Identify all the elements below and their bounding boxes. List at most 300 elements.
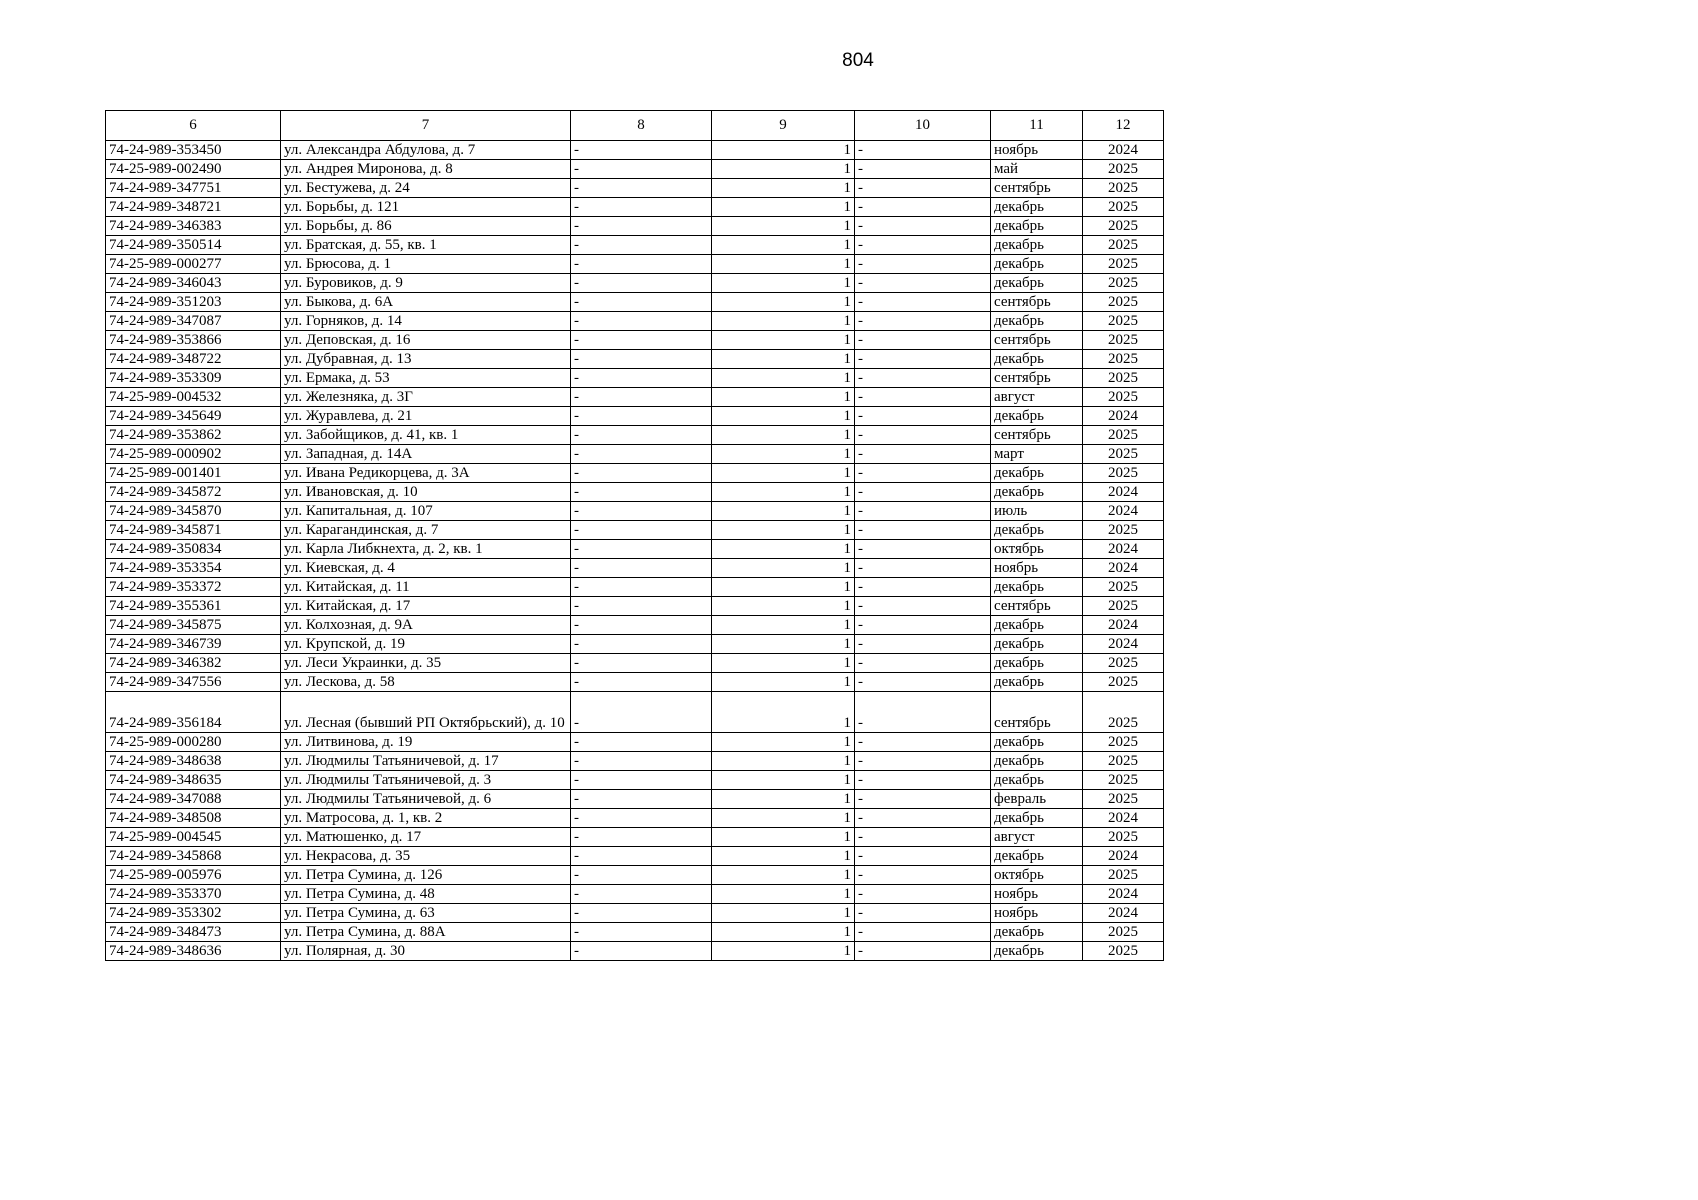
month-cell: сентябрь — [991, 426, 1083, 445]
column-10-cell: - — [855, 578, 991, 597]
address-cell: ул. Колхозная, д. 9А — [281, 616, 571, 635]
table-row — [106, 597, 1164, 616]
cadastral-number-cell: 74-24-989-345868 — [106, 847, 281, 866]
address-cell: ул. Ивановская, д. 10 — [281, 483, 571, 502]
month-cell: декабрь — [991, 483, 1083, 502]
column-8-cell: - — [571, 445, 712, 464]
table-row — [106, 885, 1164, 904]
table-row — [106, 312, 1164, 331]
address-cell: ул. Матюшенко, д. 17 — [281, 828, 571, 847]
column-10-cell: - — [855, 312, 991, 331]
address-cell: ул. Быкова, д. 6А — [281, 293, 571, 312]
year-cell: 2025 — [1083, 388, 1164, 407]
year-cell: 2024 — [1083, 559, 1164, 578]
column-10-cell: - — [855, 293, 991, 312]
year-cell: 2025 — [1083, 312, 1164, 331]
column-10-cell: - — [855, 733, 991, 752]
table-row — [106, 502, 1164, 521]
table-row — [106, 790, 1164, 809]
column-10-cell: - — [855, 828, 991, 847]
column-9-cell: 1 — [712, 331, 855, 350]
page-number: 804 — [842, 50, 874, 71]
column-10-cell: - — [855, 790, 991, 809]
table-row — [106, 141, 1164, 160]
column-9-cell: 1 — [712, 885, 855, 904]
column-header: 6 — [106, 111, 281, 141]
cadastral-number-cell: 74-24-989-348635 — [106, 771, 281, 790]
column-8-cell: - — [571, 502, 712, 521]
column-10-cell: - — [855, 923, 991, 942]
column-10-cell: - — [855, 502, 991, 521]
address-cell: ул. Журавлева, д. 21 — [281, 407, 571, 426]
cadastral-number-cell: 74-24-989-351203 — [106, 293, 281, 312]
column-8-cell: - — [571, 635, 712, 654]
address-cell: ул. Братская, д. 55, кв. 1 — [281, 236, 571, 255]
column-10-cell: - — [855, 616, 991, 635]
cadastral-number-cell: 74-25-989-004532 — [106, 388, 281, 407]
cadastral-number-cell: 74-24-989-353372 — [106, 578, 281, 597]
column-9-cell: 1 — [712, 369, 855, 388]
address-cell: ул. Петра Сумина, д. 126 — [281, 866, 571, 885]
column-8-cell: - — [571, 790, 712, 809]
table-row — [106, 388, 1164, 407]
column-8-cell: - — [571, 388, 712, 407]
month-cell: декабрь — [991, 771, 1083, 790]
year-cell: 2025 — [1083, 790, 1164, 809]
month-cell: декабрь — [991, 923, 1083, 942]
column-10-cell: - — [855, 160, 991, 179]
year-cell: 2025 — [1083, 692, 1164, 733]
month-cell: декабрь — [991, 942, 1083, 961]
column-10-cell: - — [855, 331, 991, 350]
column-9-cell: 1 — [712, 483, 855, 502]
address-cell: ул. Брюсова, д. 1 — [281, 255, 571, 274]
cadastral-number-cell: 74-24-989-348722 — [106, 350, 281, 369]
cadastral-number-cell: 74-24-989-347087 — [106, 312, 281, 331]
column-10-cell: - — [855, 426, 991, 445]
column-header: 8 — [571, 111, 712, 141]
table-row — [106, 809, 1164, 828]
cadastral-number-cell: 74-24-989-347556 — [106, 673, 281, 692]
table-row — [106, 293, 1164, 312]
month-cell: август — [991, 828, 1083, 847]
month-cell: сентябрь — [991, 293, 1083, 312]
month-cell: декабрь — [991, 578, 1083, 597]
column-8-cell: - — [571, 407, 712, 426]
cadastral-number-cell: 74-25-989-000280 — [106, 733, 281, 752]
column-8-cell: - — [571, 904, 712, 923]
header-row — [106, 111, 1164, 141]
column-9-cell: 1 — [712, 733, 855, 752]
column-9-cell: 1 — [712, 616, 855, 635]
cadastral-number-cell: 74-24-989-353302 — [106, 904, 281, 923]
year-cell: 2024 — [1083, 483, 1164, 502]
column-9-cell: 1 — [712, 654, 855, 673]
column-8-cell: - — [571, 369, 712, 388]
address-cell: ул. Ивана Редикорцева, д. 3А — [281, 464, 571, 483]
column-8-cell: - — [571, 809, 712, 828]
address-cell: ул. Западная, д. 14А — [281, 445, 571, 464]
column-8-cell: - — [571, 274, 712, 293]
address-cell: ул. Петра Сумина, д. 88А — [281, 923, 571, 942]
month-cell: ноябрь — [991, 885, 1083, 904]
column-10-cell: - — [855, 847, 991, 866]
cadastral-number-cell: 74-24-989-348721 — [106, 198, 281, 217]
column-8-cell: - — [571, 521, 712, 540]
address-cell: ул. Дубравная, д. 13 — [281, 350, 571, 369]
month-cell: март — [991, 445, 1083, 464]
column-8-cell: - — [571, 559, 712, 578]
cadastral-number-cell: 74-25-989-000902 — [106, 445, 281, 464]
column-8-cell: - — [571, 752, 712, 771]
table-row — [106, 673, 1164, 692]
year-cell: 2024 — [1083, 616, 1164, 635]
year-cell: 2025 — [1083, 369, 1164, 388]
cadastral-number-cell: 74-24-989-348636 — [106, 942, 281, 961]
column-9-cell: 1 — [712, 179, 855, 198]
table-row — [106, 274, 1164, 293]
cadastral-number-cell: 74-24-989-348638 — [106, 752, 281, 771]
year-cell: 2024 — [1083, 885, 1164, 904]
month-cell: декабрь — [991, 635, 1083, 654]
cadastral-number-cell: 74-24-989-353309 — [106, 369, 281, 388]
address-cell: ул. Ермака, д. 53 — [281, 369, 571, 388]
column-8-cell: - — [571, 426, 712, 445]
table-row — [106, 179, 1164, 198]
column-10-cell: - — [855, 198, 991, 217]
cadastral-number-cell: 74-25-989-004545 — [106, 828, 281, 847]
table-row — [106, 578, 1164, 597]
column-9-cell: 1 — [712, 673, 855, 692]
column-10-cell: - — [855, 217, 991, 236]
column-10-cell: - — [855, 521, 991, 540]
cadastral-number-cell: 74-25-989-000277 — [106, 255, 281, 274]
address-cell: ул. Деповская, д. 16 — [281, 331, 571, 350]
table-row — [106, 217, 1164, 236]
year-cell: 2025 — [1083, 274, 1164, 293]
cadastral-number-cell: 74-24-989-347751 — [106, 179, 281, 198]
cadastral-number-cell: 74-24-989-356184 — [106, 692, 281, 733]
address-cell: ул. Борьбы, д. 121 — [281, 198, 571, 217]
month-cell: ноябрь — [991, 141, 1083, 160]
column-8-cell: - — [571, 160, 712, 179]
month-cell: сентябрь — [991, 597, 1083, 616]
cadastral-number-cell: 74-24-989-346043 — [106, 274, 281, 293]
year-cell: 2025 — [1083, 597, 1164, 616]
cadastral-number-cell: 74-24-989-355361 — [106, 597, 281, 616]
month-cell: сентябрь — [991, 179, 1083, 198]
column-header: 10 — [855, 111, 991, 141]
cadastral-number-cell: 74-24-989-353354 — [106, 559, 281, 578]
column-10-cell: - — [855, 866, 991, 885]
table-row — [106, 540, 1164, 559]
column-10-cell: - — [855, 445, 991, 464]
month-cell: декабрь — [991, 809, 1083, 828]
month-cell: сентябрь — [991, 692, 1083, 733]
column-9-cell: 1 — [712, 809, 855, 828]
cadastral-number-cell: 74-25-989-005976 — [106, 866, 281, 885]
address-cell: ул. Китайская, д. 17 — [281, 597, 571, 616]
column-9-cell: 1 — [712, 942, 855, 961]
column-9-cell: 1 — [712, 828, 855, 847]
table-row — [106, 635, 1164, 654]
month-cell: декабрь — [991, 407, 1083, 426]
address-cell: ул. Полярная, д. 30 — [281, 942, 571, 961]
address-cell: ул. Бестужева, д. 24 — [281, 179, 571, 198]
address-cell: ул. Петра Сумина, д. 48 — [281, 885, 571, 904]
column-10-cell: - — [855, 141, 991, 160]
table-row — [106, 866, 1164, 885]
year-cell: 2025 — [1083, 673, 1164, 692]
year-cell: 2025 — [1083, 350, 1164, 369]
column-9-cell: 1 — [712, 274, 855, 293]
column-9-cell: 1 — [712, 540, 855, 559]
column-10-cell: - — [855, 274, 991, 293]
address-cell: ул. Карла Либкнехта, д. 2, кв. 1 — [281, 540, 571, 559]
month-cell: сентябрь — [991, 369, 1083, 388]
column-8-cell: - — [571, 692, 712, 733]
year-cell: 2024 — [1083, 407, 1164, 426]
month-cell: декабрь — [991, 654, 1083, 673]
month-cell: декабрь — [991, 673, 1083, 692]
column-10-cell: - — [855, 597, 991, 616]
year-cell: 2025 — [1083, 198, 1164, 217]
year-cell: 2024 — [1083, 809, 1164, 828]
month-cell: февраль — [991, 790, 1083, 809]
column-8-cell: - — [571, 616, 712, 635]
column-9-cell: 1 — [712, 752, 855, 771]
column-8-cell: - — [571, 733, 712, 752]
address-cell: ул. Матросова, д. 1, кв. 2 — [281, 809, 571, 828]
column-8-cell: - — [571, 141, 712, 160]
column-8-cell: - — [571, 464, 712, 483]
month-cell: июль — [991, 502, 1083, 521]
column-10-cell: - — [855, 559, 991, 578]
cadastral-number-cell: 74-24-989-353370 — [106, 885, 281, 904]
column-9-cell: 1 — [712, 559, 855, 578]
column-8-cell: - — [571, 483, 712, 502]
column-9-cell: 1 — [712, 790, 855, 809]
table-row — [106, 445, 1164, 464]
column-8-cell: - — [571, 654, 712, 673]
column-8-cell: - — [571, 847, 712, 866]
cadastral-number-cell: 74-24-989-353450 — [106, 141, 281, 160]
table-row — [106, 616, 1164, 635]
year-cell: 2025 — [1083, 654, 1164, 673]
year-cell: 2025 — [1083, 160, 1164, 179]
cadastral-number-cell: 74-24-989-345871 — [106, 521, 281, 540]
column-10-cell: - — [855, 635, 991, 654]
address-cell: ул. Капитальная, д. 107 — [281, 502, 571, 521]
address-cell: ул. Крупской, д. 19 — [281, 635, 571, 654]
column-8-cell: - — [571, 597, 712, 616]
cadastral-number-cell: 74-24-989-345872 — [106, 483, 281, 502]
month-cell: сентябрь — [991, 331, 1083, 350]
address-cell: ул. Лескова, д. 58 — [281, 673, 571, 692]
month-cell: ноябрь — [991, 559, 1083, 578]
table-row — [106, 654, 1164, 673]
column-8-cell: - — [571, 578, 712, 597]
address-cell: ул. Железняка, д. 3Г — [281, 388, 571, 407]
table-row — [106, 828, 1164, 847]
address-cell: ул. Андрея Миронова, д. 8 — [281, 160, 571, 179]
table-row — [106, 483, 1164, 502]
cadastral-number-cell: 74-25-989-001401 — [106, 464, 281, 483]
column-8-cell: - — [571, 179, 712, 198]
table-row — [106, 942, 1164, 961]
cadastral-number-cell: 74-24-989-346383 — [106, 217, 281, 236]
cadastral-number-cell: 74-24-989-353866 — [106, 331, 281, 350]
column-9-cell: 1 — [712, 502, 855, 521]
column-10-cell: - — [855, 369, 991, 388]
month-cell: декабрь — [991, 847, 1083, 866]
year-cell: 2025 — [1083, 828, 1164, 847]
cadastral-number-cell: 74-24-989-350834 — [106, 540, 281, 559]
address-cell: ул. Людмилы Татьяничевой, д. 3 — [281, 771, 571, 790]
column-10-cell: - — [855, 809, 991, 828]
year-cell: 2025 — [1083, 942, 1164, 961]
table-row — [106, 255, 1164, 274]
column-10-cell: - — [855, 771, 991, 790]
cadastral-number-cell: 74-24-989-346739 — [106, 635, 281, 654]
column-9-cell: 1 — [712, 350, 855, 369]
column-9-cell: 1 — [712, 141, 855, 160]
address-cell: ул. Литвинова, д. 19 — [281, 733, 571, 752]
year-cell: 2025 — [1083, 445, 1164, 464]
address-cell: ул. Людмилы Татьяничевой, д. 6 — [281, 790, 571, 809]
column-9-cell: 1 — [712, 293, 855, 312]
column-8-cell: - — [571, 540, 712, 559]
column-10-cell: - — [855, 692, 991, 733]
month-cell: декабрь — [991, 464, 1083, 483]
month-cell: декабрь — [991, 733, 1083, 752]
column-9-cell: 1 — [712, 407, 855, 426]
column-header: 7 — [281, 111, 571, 141]
column-9-cell: 1 — [712, 771, 855, 790]
year-cell: 2024 — [1083, 904, 1164, 923]
address-cell: ул. Людмилы Татьяничевой, д. 17 — [281, 752, 571, 771]
month-cell: октябрь — [991, 866, 1083, 885]
column-9-cell: 1 — [712, 635, 855, 654]
month-cell: ноябрь — [991, 904, 1083, 923]
table-row — [106, 752, 1164, 771]
month-cell: октябрь — [991, 540, 1083, 559]
year-cell: 2025 — [1083, 236, 1164, 255]
column-10-cell: - — [855, 673, 991, 692]
column-9-cell: 1 — [712, 160, 855, 179]
column-8-cell: - — [571, 828, 712, 847]
year-cell: 2024 — [1083, 847, 1164, 866]
cadastral-number-cell: 74-24-989-347088 — [106, 790, 281, 809]
table-row — [106, 160, 1164, 179]
year-cell: 2025 — [1083, 217, 1164, 236]
column-9-cell: 1 — [712, 521, 855, 540]
cadastral-number-cell: 74-25-989-002490 — [106, 160, 281, 179]
column-8-cell: - — [571, 866, 712, 885]
cadastral-number-cell: 74-24-989-346382 — [106, 654, 281, 673]
column-header: 11 — [991, 111, 1083, 141]
address-cell: ул. Китайская, д. 11 — [281, 578, 571, 597]
year-cell: 2025 — [1083, 331, 1164, 350]
column-9-cell: 1 — [712, 198, 855, 217]
table-row — [106, 559, 1164, 578]
column-8-cell: - — [571, 942, 712, 961]
address-cell: ул. Некрасова, д. 35 — [281, 847, 571, 866]
cadastral-number-cell: 74-24-989-348508 — [106, 809, 281, 828]
year-cell: 2025 — [1083, 866, 1164, 885]
column-8-cell: - — [571, 198, 712, 217]
column-9-cell: 1 — [712, 445, 855, 464]
column-10-cell: - — [855, 904, 991, 923]
table-row — [106, 426, 1164, 445]
column-10-cell: - — [855, 752, 991, 771]
address-cell: ул. Карагандинская, д. 7 — [281, 521, 571, 540]
column-9-cell: 1 — [712, 312, 855, 331]
column-9-cell: 1 — [712, 255, 855, 274]
month-cell: декабрь — [991, 217, 1083, 236]
year-cell: 2025 — [1083, 521, 1164, 540]
column-9-cell: 1 — [712, 236, 855, 255]
table-row — [106, 692, 1164, 733]
column-8-cell: - — [571, 350, 712, 369]
year-cell: 2025 — [1083, 293, 1164, 312]
year-cell: 2024 — [1083, 141, 1164, 160]
month-cell: август — [991, 388, 1083, 407]
year-cell: 2025 — [1083, 255, 1164, 274]
year-cell: 2025 — [1083, 752, 1164, 771]
column-9-cell: 1 — [712, 426, 855, 445]
column-9-cell: 1 — [712, 464, 855, 483]
month-cell: декабрь — [991, 198, 1083, 217]
table-row — [106, 350, 1164, 369]
column-9-cell: 1 — [712, 904, 855, 923]
column-8-cell: - — [571, 331, 712, 350]
month-cell: декабрь — [991, 236, 1083, 255]
table-row — [106, 236, 1164, 255]
column-10-cell: - — [855, 483, 991, 502]
column-8-cell: - — [571, 293, 712, 312]
table-row — [106, 904, 1164, 923]
column-9-cell: 1 — [712, 923, 855, 942]
table-row — [106, 521, 1164, 540]
month-cell: декабрь — [991, 752, 1083, 771]
year-cell: 2024 — [1083, 502, 1164, 521]
table-row — [106, 923, 1164, 942]
column-9-cell: 1 — [712, 866, 855, 885]
table-body — [106, 141, 1164, 961]
address-cell: ул. Петра Сумина, д. 63 — [281, 904, 571, 923]
column-10-cell: - — [855, 255, 991, 274]
cadastral-number-cell: 74-24-989-350514 — [106, 236, 281, 255]
column-9-cell: 1 — [712, 597, 855, 616]
column-header: 9 — [712, 111, 855, 141]
column-9-cell: 1 — [712, 217, 855, 236]
address-cell: ул. Киевская, д. 4 — [281, 559, 571, 578]
year-cell: 2024 — [1083, 635, 1164, 654]
column-10-cell: - — [855, 179, 991, 198]
table-row — [106, 847, 1164, 866]
column-10-cell: - — [855, 654, 991, 673]
year-cell: 2025 — [1083, 771, 1164, 790]
month-cell: декабрь — [991, 350, 1083, 369]
table-row — [106, 369, 1164, 388]
column-8-cell: - — [571, 255, 712, 274]
month-cell: декабрь — [991, 616, 1083, 635]
column-10-cell: - — [855, 236, 991, 255]
column-10-cell: - — [855, 464, 991, 483]
column-10-cell: - — [855, 388, 991, 407]
column-10-cell: - — [855, 885, 991, 904]
